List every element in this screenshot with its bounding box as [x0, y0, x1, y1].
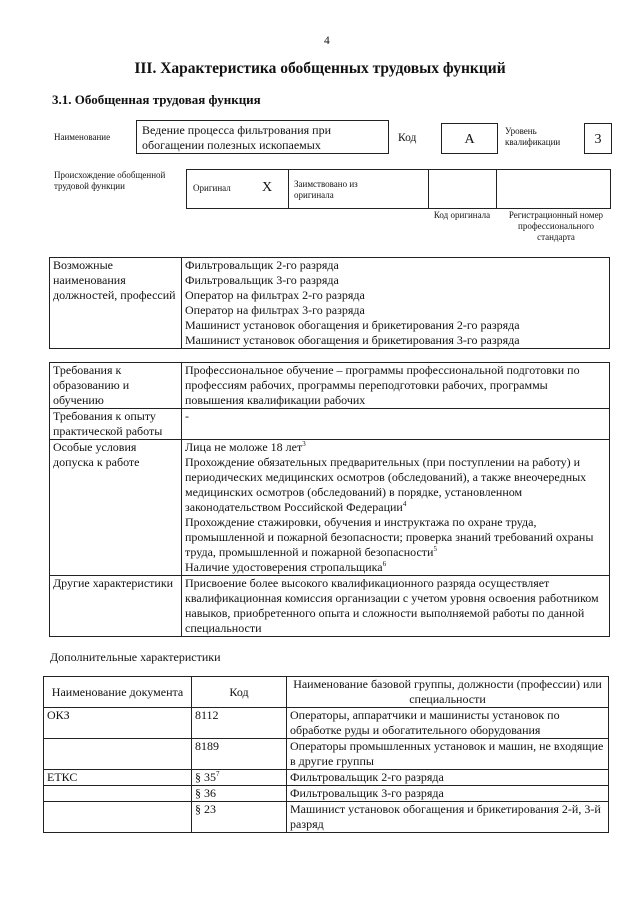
original-label: Оригинал	[193, 183, 231, 193]
condition-item: Наличие удостоверения стропальщика$^6$	[185, 560, 387, 574]
position-item: Оператор на фильтрах 3-го разряда	[185, 303, 365, 317]
condition-item: Прохождение стажировки, обучения и инструктажа по охране труда, промышленной и пожарной безопасности; проверка знаний требований охраны труда, промышленной и пожарной безопасности$^5$	[185, 515, 594, 559]
function-name: Ведение процесса фильтрования при обогащении полезных ископаемых	[142, 123, 331, 152]
subsection-title: 3.1. Обобщенная трудовая функция	[52, 92, 261, 107]
position-item: Оператор на фильтрах 2-го разряда	[185, 288, 365, 302]
level-value: 3	[594, 132, 602, 147]
code-box	[441, 123, 498, 154]
positions-label: Возможные наименования должностей, профессий	[50, 258, 182, 349]
condition-item: Прохождение обязательных предварительных (при поступлении на работу) и периодических медицинских осмотров (обследований), а также внеочередных медицинских осмотров (обследований) в порядке, установленном законодательством Российской Федерации$^4$	[185, 455, 587, 514]
row-code: 8112	[192, 708, 287, 739]
additional-title: Дополнительные характеристики	[50, 650, 221, 664]
origin-box	[186, 169, 611, 209]
table-row	[44, 786, 609, 802]
position-item: Машинист установок обогащения и брикетирования 2-го разряда	[185, 318, 520, 332]
requirements-table	[49, 362, 610, 637]
name-label: Наименование	[54, 132, 111, 142]
table-row	[44, 802, 609, 833]
education-label: Требования к образованию и обучению	[50, 363, 182, 409]
other-label: Другие характеристики	[50, 576, 182, 637]
row-code: § 36	[192, 786, 287, 802]
table-row	[44, 739, 609, 770]
borrowed-label: Заимствовано из оригинала	[294, 179, 358, 200]
experience-value: -	[182, 409, 610, 440]
additional-table	[43, 676, 609, 833]
education-value: Профессиональное обучение – программы профессиональной подготовки по профессиям рабочих, программы переподготовки рабочих, программы повышения квалификации рабочих	[182, 363, 610, 409]
other-value: Присвоение более высокого квалификационного разряда осуществляет квалификационная комиссия организации с учетом уровня освоения работником навыков, приобретенного опыта и сложности выполняемой работы по данной специальности	[182, 576, 610, 637]
condition-item: Лица не моложе 18 лет$^3$	[185, 440, 306, 454]
section-title: III. Характеристика обобщенных трудовых функций	[134, 60, 506, 77]
experience-label: Требования к опыту практической работы	[50, 409, 182, 440]
positions-table	[49, 257, 610, 349]
conditions-list	[182, 440, 610, 576]
row-name: Фильтровальщик 2-го разряда	[287, 770, 609, 786]
row-doc	[44, 786, 192, 802]
reg-number-label: Регистрационный номер профессионального стандарта	[508, 210, 604, 242]
positions-list	[182, 258, 610, 349]
row-name: Фильтровальщик 3-го разряда	[287, 786, 609, 802]
level-label: Уровень квалификации	[505, 126, 561, 147]
page-number: 4	[324, 35, 330, 47]
position-item: Фильтровальщик 3-го разряда	[185, 273, 339, 287]
table-row	[44, 708, 609, 739]
row-code: 8189	[192, 739, 287, 770]
row-name: Операторы промышленных установок и машин, не входящие в другие группы	[287, 739, 609, 770]
row-name: Машинист установок обогащения и брикетирования 2-й, 3-й разряд	[287, 802, 609, 833]
row-doc	[44, 739, 192, 770]
position-item: Машинист установок обогащения и брикетирования 3-го разряда	[185, 333, 520, 347]
row-code: § $35^7$	[192, 770, 287, 786]
conditions-label: Особые условия допуска к работе	[50, 440, 182, 576]
col-doc-header: Наименование документа	[44, 677, 192, 708]
col-code-header: Код	[192, 677, 287, 708]
level-box	[584, 123, 612, 154]
row-name: Операторы, аппаратчики и машинисты установок по обработке руды и обогатительного оборудования	[287, 708, 609, 739]
row-doc: ЕТКС	[44, 770, 192, 786]
row-doc	[44, 802, 192, 833]
row-code: § 23	[192, 802, 287, 833]
origin-label: Происхождение обобщенной трудовой функции	[54, 170, 166, 191]
code-original-label: Код оригинала	[433, 210, 491, 220]
row-doc: ОКЗ	[44, 708, 192, 739]
code-label: Код	[398, 132, 417, 144]
col-name-header: Наименование базовой группы, должности (профессии) или специальности	[287, 677, 609, 708]
table-row	[44, 770, 609, 786]
position-item: Фильтровальщик 2-го разряда	[185, 258, 339, 272]
function-name-box	[136, 120, 389, 154]
code-value: А	[464, 132, 475, 147]
original-mark: X	[262, 180, 273, 195]
